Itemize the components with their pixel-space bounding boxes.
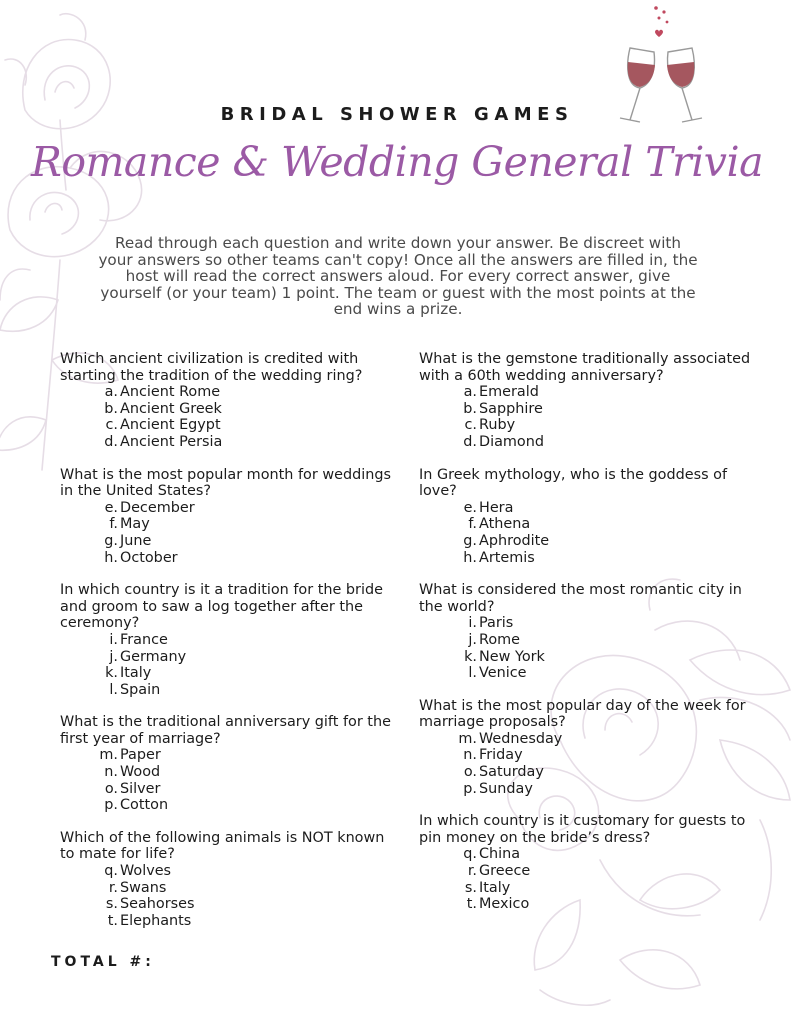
option-text: Cotton xyxy=(120,797,169,814)
left-question-column xyxy=(60,351,400,945)
option-letter: k. xyxy=(105,665,118,682)
option-letter: b. xyxy=(463,400,477,417)
option-text: Aphrodite xyxy=(479,532,550,549)
option-text: Wolves xyxy=(120,863,172,880)
trivia-question-block xyxy=(419,813,759,913)
option-letter: r. xyxy=(108,879,118,896)
answer-option xyxy=(60,500,400,517)
answer-option xyxy=(60,896,400,913)
option-text: Diamond xyxy=(479,433,544,450)
answer-option xyxy=(60,434,400,451)
option-letter: m. xyxy=(458,730,477,747)
answer-option xyxy=(419,632,759,649)
option-letter: h. xyxy=(104,549,118,566)
answer-option xyxy=(419,516,759,533)
option-text: October xyxy=(120,549,178,566)
trivia-question-block xyxy=(419,582,759,682)
trivia-question-block xyxy=(60,582,400,698)
option-text: China xyxy=(479,846,521,863)
answer-option xyxy=(60,632,400,649)
trivia-question-block xyxy=(60,467,400,567)
option-text: Friday xyxy=(479,747,523,764)
option-text: Paper xyxy=(120,747,161,764)
answer-option xyxy=(419,665,759,682)
option-letter: d. xyxy=(104,433,118,450)
answer-option xyxy=(60,913,400,930)
trivia-question-block xyxy=(419,698,759,798)
question-text: In Greek mythology, who is the goddess of love? xyxy=(419,466,728,500)
answer-option xyxy=(60,417,400,434)
question-text: In which country is it a tradition for the bride and groom to saw a log together after the ceremony? xyxy=(60,582,383,632)
option-letter: a. xyxy=(104,384,118,401)
answer-option xyxy=(419,764,759,781)
option-letter: l. xyxy=(109,681,118,698)
option-text: Wood xyxy=(120,764,161,781)
option-letter: e. xyxy=(463,499,477,516)
option-text: Paris xyxy=(479,615,514,632)
total-score-label: TOTAL #: xyxy=(51,954,155,970)
question-text: What is the most popular month for weddings in the United States? xyxy=(60,466,391,500)
option-letter: b. xyxy=(104,400,118,417)
option-text: Ruby xyxy=(479,417,516,434)
option-text: Ancient Egypt xyxy=(120,417,221,434)
question-text: In which country is it customary for guests to pin money on the bride’s dress? xyxy=(419,813,746,846)
answer-option xyxy=(419,846,759,863)
option-text: Spain xyxy=(120,681,161,698)
answer-option xyxy=(60,747,400,764)
answer-option xyxy=(60,797,400,814)
option-text: May xyxy=(120,516,150,533)
answer-option xyxy=(419,863,759,880)
option-text: Germany xyxy=(120,648,187,665)
option-text: Artemis xyxy=(479,549,535,566)
answer-option xyxy=(60,764,400,781)
trivia-question-block xyxy=(60,714,400,814)
option-text: Italy xyxy=(120,665,152,682)
option-letter: f. xyxy=(468,516,477,533)
option-letter: q. xyxy=(463,846,477,863)
option-letter: c. xyxy=(105,417,118,434)
option-letter: i. xyxy=(109,631,118,648)
page-supertitle: BRIDAL SHOWER GAMES xyxy=(220,104,574,125)
answer-option xyxy=(60,533,400,550)
option-letter: c. xyxy=(464,417,477,434)
option-text: Mexico xyxy=(479,896,530,913)
option-text: Saturday xyxy=(479,764,544,781)
option-letter: o. xyxy=(463,764,477,781)
option-letter: a. xyxy=(463,384,477,401)
option-letter: p. xyxy=(463,780,477,797)
page-title: Romance & Wedding General Trivia xyxy=(30,138,764,186)
answer-option xyxy=(419,434,759,451)
option-letter: q. xyxy=(104,863,118,880)
answer-option xyxy=(60,665,400,682)
answer-option xyxy=(419,500,759,517)
question-text: What is the gemstone traditionally associated with a 60th wedding anniversary? xyxy=(419,351,751,384)
question-text: Which ancient civilization is credited with starting the tradition of the wedding ring? xyxy=(60,351,363,384)
answer-option xyxy=(419,747,759,764)
option-letter: j. xyxy=(468,631,477,648)
answer-option xyxy=(60,401,400,418)
answer-option xyxy=(419,384,759,401)
option-letter: f. xyxy=(109,516,118,533)
answer-option xyxy=(419,615,759,632)
option-letter: j. xyxy=(109,648,118,665)
answer-option xyxy=(419,401,759,418)
answer-option xyxy=(419,781,759,798)
option-text: France xyxy=(120,631,168,648)
option-letter: s. xyxy=(464,879,477,896)
option-letter: p. xyxy=(104,797,118,814)
answer-option xyxy=(419,550,759,567)
option-text: Elephants xyxy=(120,912,192,929)
option-text: Hera xyxy=(479,499,514,516)
option-text: December xyxy=(120,499,195,516)
answer-option xyxy=(419,731,759,748)
option-letter: t. xyxy=(107,912,118,929)
option-letter: d. xyxy=(463,433,477,450)
answer-option xyxy=(60,649,400,666)
question-text: Which of the following animals is NOT known to mate for life? xyxy=(60,829,385,863)
option-text: New York xyxy=(479,648,545,665)
option-letter: n. xyxy=(104,764,118,781)
option-text: Wednesday xyxy=(479,730,563,747)
option-text: Swans xyxy=(120,879,167,896)
answer-option xyxy=(60,863,400,880)
trivia-question-block xyxy=(419,467,759,567)
option-text: Athena xyxy=(479,516,531,533)
answer-option xyxy=(419,880,759,897)
option-text: Italy xyxy=(479,879,511,896)
option-text: Seahorses xyxy=(120,896,195,913)
option-letter: s. xyxy=(105,896,118,913)
answer-option xyxy=(60,781,400,798)
answer-option xyxy=(60,880,400,897)
option-letter: i. xyxy=(468,615,477,632)
answer-option xyxy=(419,649,759,666)
option-letter: m. xyxy=(99,747,118,764)
question-text: What is the most popular day of the week for marriage proposals? xyxy=(419,697,746,731)
option-text: Sapphire xyxy=(479,400,543,417)
answer-option xyxy=(419,896,759,913)
option-letter: h. xyxy=(463,549,477,566)
answer-option xyxy=(60,550,400,567)
option-text: Sunday xyxy=(479,780,533,797)
option-text: Ancient Greek xyxy=(120,400,222,417)
option-letter: g. xyxy=(104,532,118,549)
instructions-paragraph: Read through each question and write down your answer. Be discreet with your answers so other teams can't copy! Once all the answers are filled in, the host will read the correct answers aloud. For every correct answer, give yourself (or your team) 1 point. The team or guest with the most points at the end wins a prize. xyxy=(98,234,698,319)
option-letter: k. xyxy=(464,648,477,665)
option-text: Venice xyxy=(479,665,527,682)
option-text: Rome xyxy=(479,631,521,648)
option-letter: t. xyxy=(466,896,477,913)
answer-option xyxy=(419,417,759,434)
option-text: Greece xyxy=(479,863,531,880)
answer-option xyxy=(60,682,400,699)
option-text: June xyxy=(120,532,152,549)
trivia-question-block xyxy=(419,351,759,451)
trivia-question-block xyxy=(60,351,400,451)
answer-option xyxy=(60,384,400,401)
question-text: What is the traditional anniversary gift for the first year of marriage? xyxy=(60,714,391,747)
option-text: Emerald xyxy=(479,384,539,401)
trivia-question-block xyxy=(60,830,400,930)
answer-option xyxy=(60,516,400,533)
option-letter: r. xyxy=(467,863,477,880)
option-letter: g. xyxy=(463,532,477,549)
answer-option xyxy=(419,533,759,550)
option-letter: n. xyxy=(463,747,477,764)
right-question-column xyxy=(419,351,759,929)
option-text: Ancient Rome xyxy=(120,384,221,401)
question-text: What is considered the most romantic city in the world? xyxy=(419,582,742,615)
option-letter: o. xyxy=(104,780,118,797)
option-text: Silver xyxy=(120,780,161,797)
option-letter: l. xyxy=(468,665,477,682)
option-letter: e. xyxy=(104,499,118,516)
option-text: Ancient Persia xyxy=(120,433,223,450)
